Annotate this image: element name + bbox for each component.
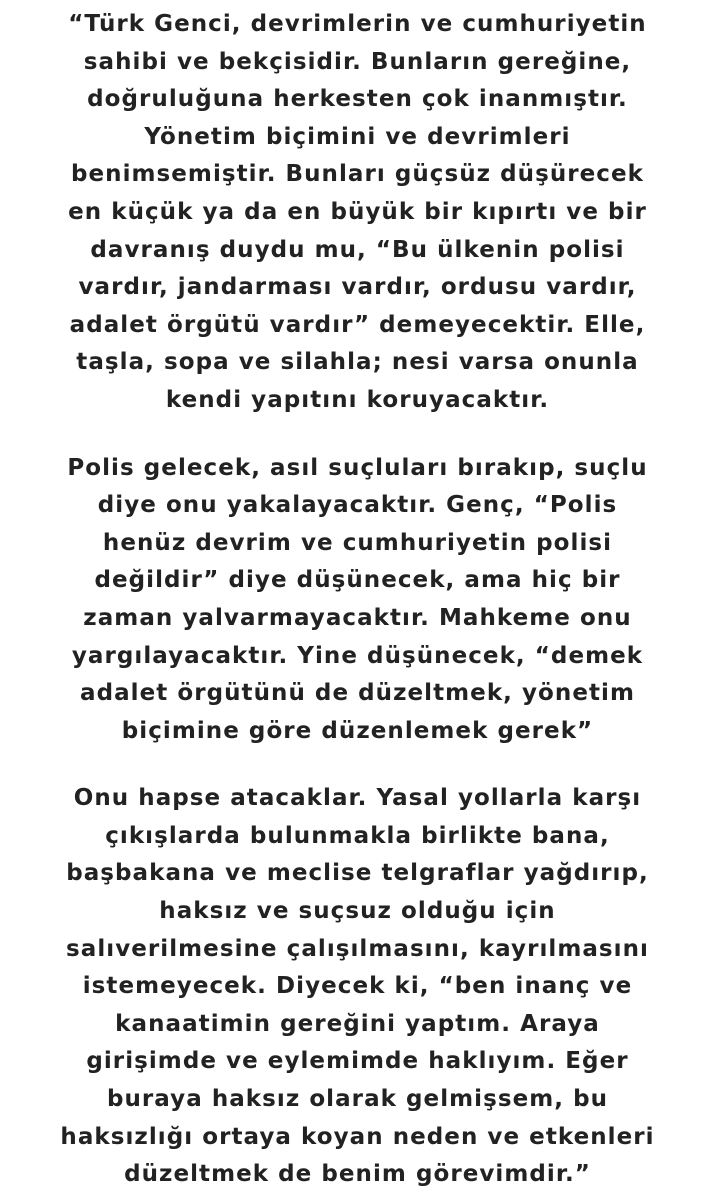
paragraph-2 xyxy=(0,450,715,751)
text-line: zaman yalvarmayacaktır. Mahkeme onu xyxy=(83,604,632,631)
text-line: adalet örgütünü de düzeltmek, yönetim xyxy=(80,680,635,707)
paragraph-3 xyxy=(0,780,715,1194)
text-line: buraya haksız olarak gelmişsem, bu xyxy=(106,1086,609,1113)
text-line: istemeyecek. Diyecek ki, “ben inanç ve xyxy=(82,973,633,1000)
text-line: başbakana ve meclise telgraflar yağdırıp, xyxy=(66,860,649,887)
text-line: salıverilmesine çalışılmasını, kayrılmasını xyxy=(66,935,649,962)
text-line: Onu hapse atacaklar. Yasal yollarla karşı xyxy=(73,785,642,812)
text-line: Yönetim biçimini ve devrimleri xyxy=(144,123,571,150)
text-line: sahibi ve bekçisidir. Bunların gereğine, xyxy=(83,48,632,75)
text-line: haksızlığı ortaya koyan neden ve etkenleri xyxy=(60,1123,655,1150)
text-line: kendi yapıtını koruyacaktır. xyxy=(165,386,550,413)
text-line: değildir” diye düşünecek, ama hiç bir xyxy=(94,567,621,594)
text-line: doğruluğuna herkesten çok inanmıştır. xyxy=(87,86,628,113)
text-line: biçimine göre düzenlemek gerek” xyxy=(121,717,594,744)
text-line: girişimde ve eylemimde haklıyım. Eğer xyxy=(86,1048,629,1075)
text-line: haksız ve suçsuz olduğu için xyxy=(159,898,556,925)
text-line: düzeltmek de benim görevimdir.” xyxy=(124,1161,591,1188)
text-line: vardır, jandarması vardır, ordusu vardır, xyxy=(78,274,637,301)
text-line: davranış duydu mu, “Bu ülkenin polisi xyxy=(90,236,625,263)
text-line: Polis gelecek, asıl suçluları bırakıp, suçlu xyxy=(67,454,648,481)
text-line: “Türk Genci, devrimlerin ve cumhuriyetin xyxy=(68,11,647,37)
text-line: diye onu yakalayacaktır. Genç, “Polis xyxy=(97,492,618,519)
text-line: benimsemiştir. Bunları güçsüz düşürecek xyxy=(71,161,644,188)
text-line: henüz devrim ve cumhuriyetin polisi xyxy=(102,529,613,556)
text-line: kanaatimin gereğini yaptım. Araya xyxy=(115,1010,600,1037)
text-line: çıkışlarda bulunmakla birlikte bana, xyxy=(105,822,610,849)
text-line: yargılayacaktır. Yine düşünecek, “demek xyxy=(71,642,644,669)
text-line: en küçük ya da en büyük bir kıpırtı ve bir xyxy=(68,198,647,225)
text-line: taşla, sopa ve silahla; nesi varsa onunla xyxy=(76,349,639,376)
paragraph-1 xyxy=(0,6,715,420)
text-line: adalet örgütü vardır” demeyecektir. Elle, xyxy=(69,311,646,338)
